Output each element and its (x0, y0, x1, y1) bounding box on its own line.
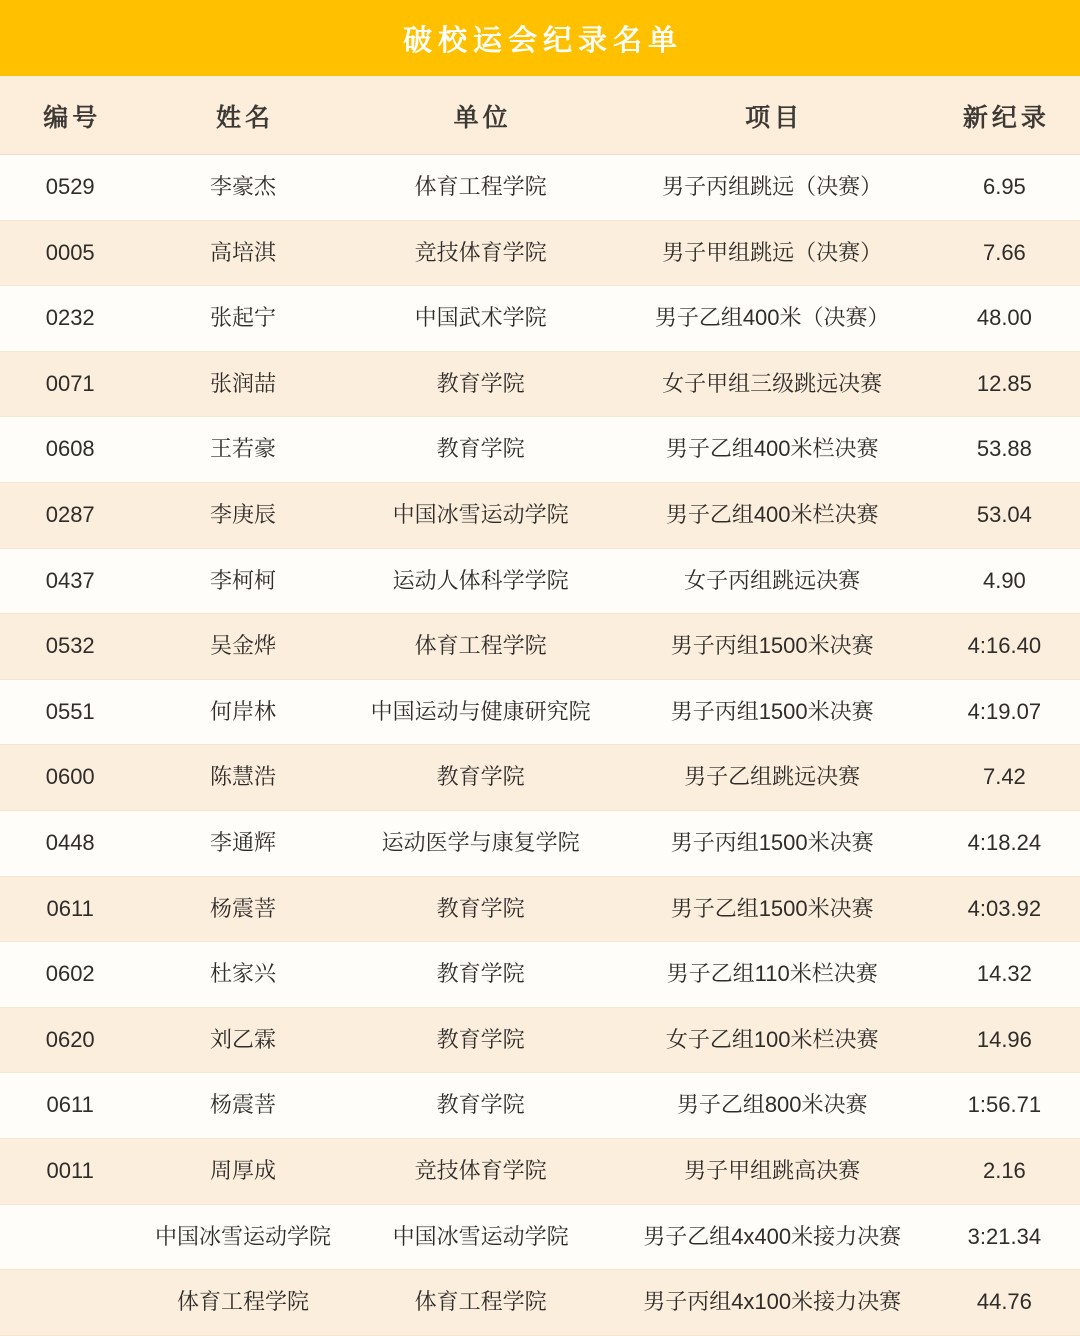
cell-unit: 竞技体育学院 (346, 1138, 616, 1204)
cell-name: 李豪杰 (140, 155, 345, 221)
table-row (0, 876, 1080, 942)
table-row (0, 1073, 1080, 1139)
cell-id: 0005 (0, 220, 140, 286)
cell-name: 中国冰雪运动学院 (140, 1204, 345, 1270)
cell-event: 男子丙组跳远（决赛） (616, 155, 929, 221)
cell-name: 刘乙霖 (140, 1007, 345, 1073)
cell-unit: 中国冰雪运动学院 (346, 1204, 616, 1270)
cell-event: 女子甲组三级跳远决赛 (616, 351, 929, 417)
records-table-body (0, 155, 1080, 1336)
cell-name: 高培淇 (140, 220, 345, 286)
cell-record: 4:18.24 (929, 810, 1080, 876)
cell-unit: 教育学院 (346, 745, 616, 811)
cell-record: 53.88 (929, 417, 1080, 483)
cell-id: 0232 (0, 286, 140, 352)
cell-id: 0551 (0, 679, 140, 745)
cell-name: 李柯柯 (140, 548, 345, 614)
cell-unit: 运动医学与康复学院 (346, 810, 616, 876)
cell-name: 李庚辰 (140, 482, 345, 548)
table-row (0, 155, 1080, 221)
cell-unit: 中国武术学院 (346, 286, 616, 352)
cell-event: 男子丙组1500米决赛 (616, 614, 929, 680)
table-header-row (0, 76, 1080, 155)
cell-record: 44.76 (929, 1270, 1080, 1336)
cell-unit: 体育工程学院 (346, 614, 616, 680)
table-row (0, 417, 1080, 483)
cell-id: 0529 (0, 155, 140, 221)
cell-id (0, 1270, 140, 1336)
cell-record: 7.66 (929, 220, 1080, 286)
table-row (0, 1204, 1080, 1270)
column-header-record: 新纪录 (929, 76, 1080, 155)
cell-id: 0611 (0, 1073, 140, 1139)
cell-name: 张起宁 (140, 286, 345, 352)
column-header-id: 编号 (0, 76, 140, 155)
cell-id: 0602 (0, 942, 140, 1008)
cell-event: 男子乙组跳远决赛 (616, 745, 929, 811)
cell-unit: 运动人体科学学院 (346, 548, 616, 614)
cell-record: 4:19.07 (929, 679, 1080, 745)
cell-event: 男子乙组4x400米接力决赛 (616, 1204, 929, 1270)
table-row (0, 679, 1080, 745)
cell-unit: 教育学院 (346, 351, 616, 417)
cell-name: 李通辉 (140, 810, 345, 876)
cell-name: 杨震菩 (140, 1073, 345, 1139)
cell-name: 体育工程学院 (140, 1270, 345, 1336)
column-header-name: 姓名 (140, 76, 345, 155)
cell-event: 女子丙组跳远决赛 (616, 548, 929, 614)
table-row (0, 614, 1080, 680)
cell-record: 14.32 (929, 942, 1080, 1008)
cell-id: 0437 (0, 548, 140, 614)
table-row (0, 942, 1080, 1008)
cell-event: 男子丙组4x100米接力决赛 (616, 1270, 929, 1336)
cell-record: 6.95 (929, 155, 1080, 221)
cell-record: 3:21.34 (929, 1204, 1080, 1270)
cell-event: 男子乙组400米（决赛） (616, 286, 929, 352)
cell-unit: 中国冰雪运动学院 (346, 482, 616, 548)
cell-id: 0620 (0, 1007, 140, 1073)
cell-name: 杨震菩 (140, 876, 345, 942)
cell-event: 男子甲组跳远（决赛） (616, 220, 929, 286)
table-row (0, 1138, 1080, 1204)
page-title: 破校运会纪录名单 (402, 24, 683, 57)
cell-id: 0600 (0, 745, 140, 811)
cell-id: 0071 (0, 351, 140, 417)
page-header (0, 0, 1080, 76)
cell-event: 男子乙组400米栏决赛 (616, 482, 929, 548)
cell-id: 0608 (0, 417, 140, 483)
cell-event: 女子乙组100米栏决赛 (616, 1007, 929, 1073)
cell-event: 男子乙组800米决赛 (616, 1073, 929, 1139)
cell-unit: 教育学院 (346, 417, 616, 483)
cell-record: 53.04 (929, 482, 1080, 548)
table-row (0, 220, 1080, 286)
cell-event: 男子乙组1500米决赛 (616, 876, 929, 942)
cell-name: 周厚成 (140, 1138, 345, 1204)
cell-id: 0448 (0, 810, 140, 876)
cell-id: 0287 (0, 482, 140, 548)
cell-record: 14.96 (929, 1007, 1080, 1073)
table-row (0, 286, 1080, 352)
cell-id: 0611 (0, 876, 140, 942)
cell-record: 4:16.40 (929, 614, 1080, 680)
cell-name: 陈慧浩 (140, 745, 345, 811)
cell-unit: 教育学院 (346, 876, 616, 942)
cell-unit: 中国运动与健康研究院 (346, 679, 616, 745)
cell-event: 男子丙组1500米决赛 (616, 810, 929, 876)
cell-event: 男子丙组1500米决赛 (616, 679, 929, 745)
cell-unit: 体育工程学院 (346, 155, 616, 221)
cell-record: 12.85 (929, 351, 1080, 417)
cell-id: 0532 (0, 614, 140, 680)
cell-record: 7.42 (929, 745, 1080, 811)
table-row (0, 1270, 1080, 1336)
table-row (0, 482, 1080, 548)
cell-id (0, 1204, 140, 1270)
cell-event: 男子乙组400米栏决赛 (616, 417, 929, 483)
table-row (0, 1007, 1080, 1073)
cell-unit: 教育学院 (346, 942, 616, 1008)
cell-event: 男子甲组跳高决赛 (616, 1138, 929, 1204)
cell-event: 男子乙组110米栏决赛 (616, 942, 929, 1008)
cell-name: 何岸林 (140, 679, 345, 745)
column-header-event: 项目 (616, 76, 929, 155)
cell-record: 48.00 (929, 286, 1080, 352)
cell-unit: 教育学院 (346, 1007, 616, 1073)
table-row (0, 745, 1080, 811)
cell-unit: 竞技体育学院 (346, 220, 616, 286)
cell-name: 张润喆 (140, 351, 345, 417)
cell-record: 4:03.92 (929, 876, 1080, 942)
cell-name: 吴金烨 (140, 614, 345, 680)
cell-id: 0011 (0, 1138, 140, 1204)
cell-unit: 体育工程学院 (346, 1270, 616, 1336)
table-row (0, 810, 1080, 876)
cell-unit: 教育学院 (346, 1073, 616, 1139)
cell-name: 杜家兴 (140, 942, 345, 1008)
cell-record: 1:56.71 (929, 1073, 1080, 1139)
cell-record: 4.90 (929, 548, 1080, 614)
column-header-unit: 单位 (346, 76, 616, 155)
cell-name: 王若豪 (140, 417, 345, 483)
table-row (0, 351, 1080, 417)
records-table (0, 76, 1080, 1336)
cell-record: 2.16 (929, 1138, 1080, 1204)
table-row (0, 548, 1080, 614)
